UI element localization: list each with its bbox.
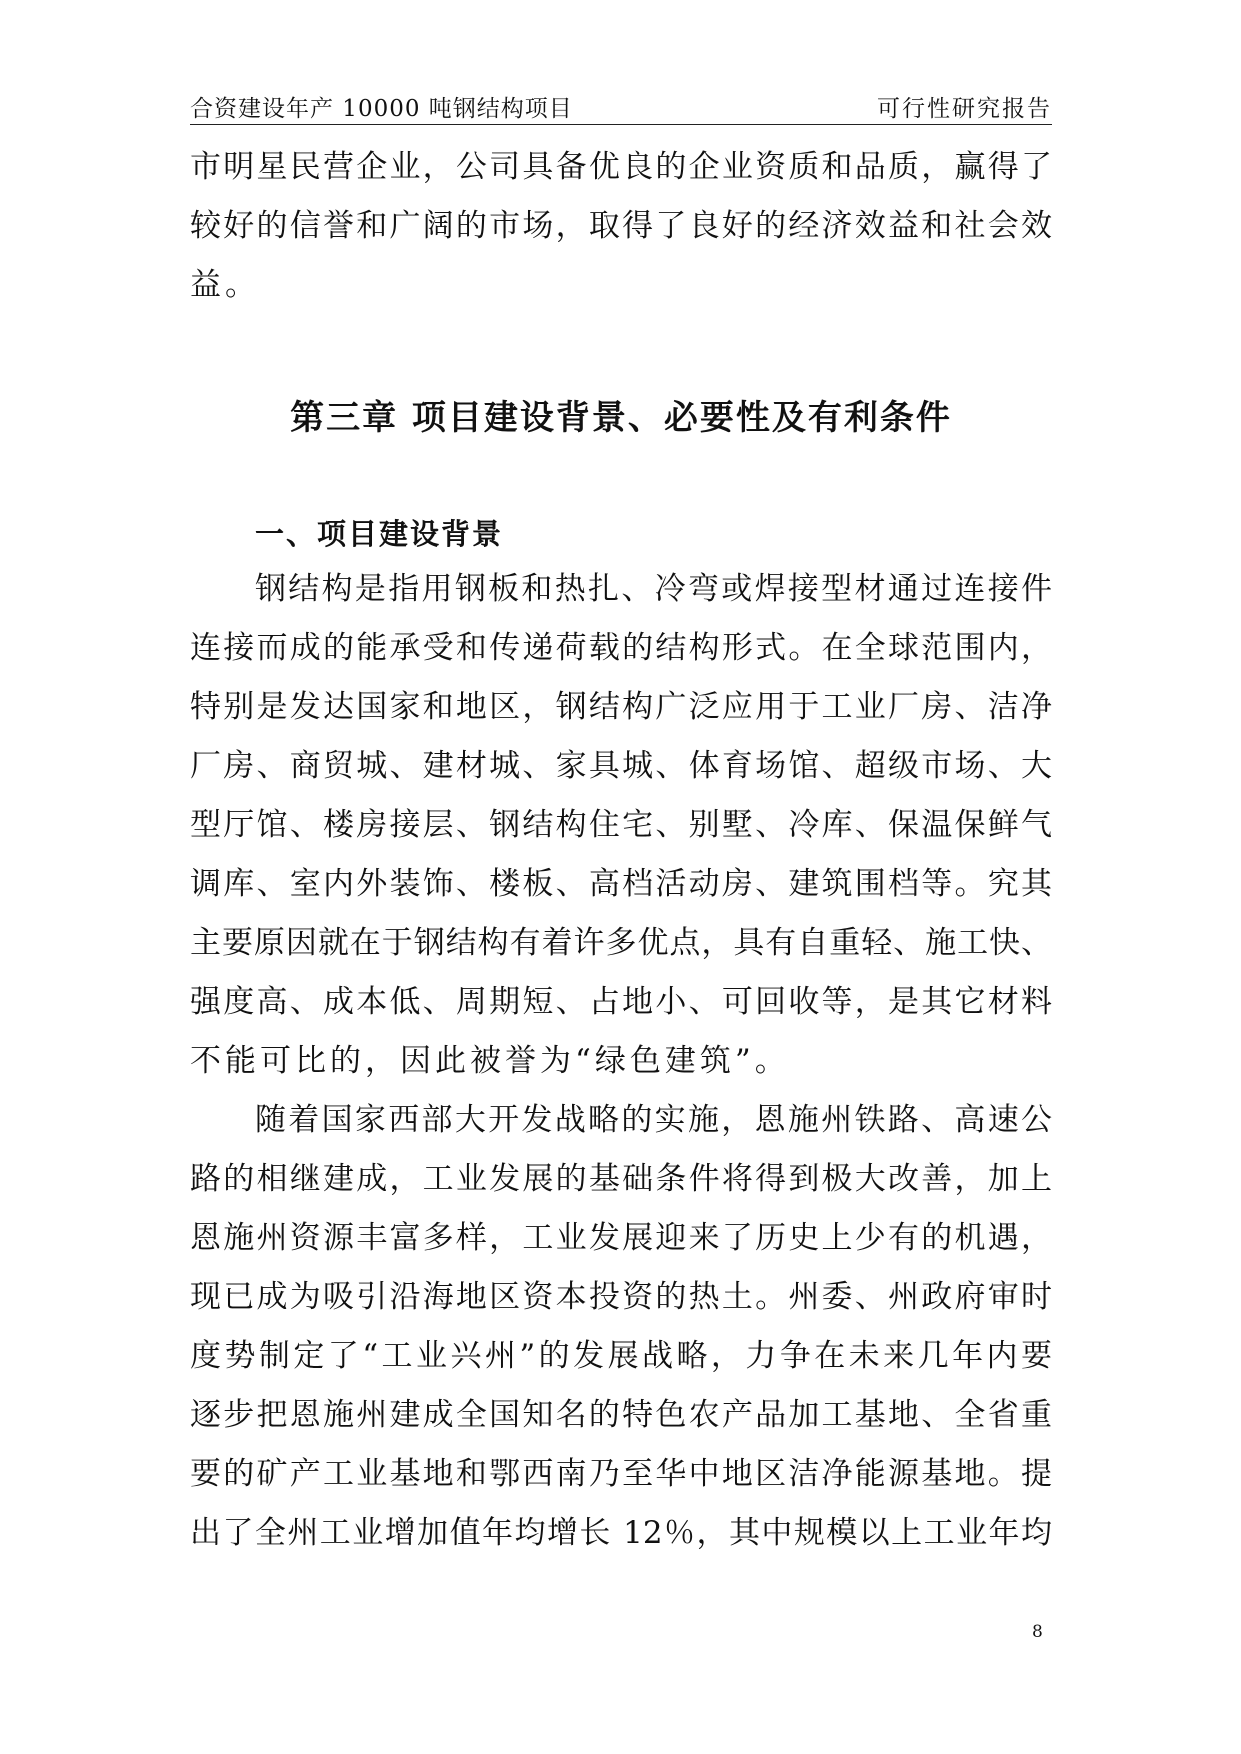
text-line: 钢结构是指用钢板和热扎、冷弯或焊接型材通过连接件 xyxy=(255,571,1052,607)
text-line: 型厅馆、楼房接层、钢结构住宅、别墅、冷库、保温保鲜气 xyxy=(190,807,1052,843)
text-line: 恩施州资源丰富多样，工业发展迎来了历史上少有的机遇， xyxy=(190,1220,1052,1256)
page-number: 8 xyxy=(1032,1622,1043,1642)
paragraph-regional-development xyxy=(190,1091,1052,1563)
text-line: 度势制定了“工业兴州”的发展战略，力争在未来几年内要 xyxy=(190,1338,1052,1374)
intro-paragraph xyxy=(190,138,1052,315)
text-line: 益。 xyxy=(190,267,260,303)
header-report-type: 可行性研究报告 xyxy=(877,96,1052,122)
text-line: 强度高、成本低、周期短、占地小、可回收等，是其它材料 xyxy=(190,984,1052,1020)
section-heading: 一、项目建设背景 xyxy=(255,517,504,551)
text-line: 市明星民营企业，公司具备优良的企业资质和品质，赢得了 xyxy=(190,149,1052,185)
text-line: 路的相继建成，工业发展的基础条件将得到极大改善，加上 xyxy=(190,1161,1052,1197)
paragraph-steel-structure xyxy=(190,560,1052,1091)
text-line: 随着国家西部大开发战略的实施，恩施州铁路、高速公 xyxy=(255,1102,1052,1138)
text-line: 逐步把恩施州建成全国知名的特色农产品加工基地、全省重 xyxy=(190,1397,1052,1433)
chapter-title: 第三章 项目建设背景、必要性及有利条件 xyxy=(290,398,952,438)
text-line: 不能可比的，因此被誉为“绿色建筑”。 xyxy=(190,1043,790,1079)
text-line: 出了全州工业增加值年均增长 12％，其中规模以上工业年均 xyxy=(190,1515,1052,1551)
text-line: 调库、室内外装饰、楼板、高档活动房、建筑围档等。究其 xyxy=(190,866,1052,902)
page-header xyxy=(190,88,1052,125)
text-line: 主要原因就在于钢结构有着许多优点，具有自重轻、施工快、 xyxy=(190,925,1052,961)
text-line: 现已成为吸引沿海地区资本投资的热土。州委、州政府审时 xyxy=(190,1279,1052,1315)
text-line: 要的矿产工业基地和鄂西南乃至华中地区洁净能源基地。提 xyxy=(190,1456,1052,1492)
header-document-title: 合资建设年产 10000 吨钢结构项目 xyxy=(190,96,573,122)
text-line: 特别是发达国家和地区，钢结构广泛应用于工业厂房、洁净 xyxy=(190,689,1052,725)
text-line: 较好的信誉和广阔的市场，取得了良好的经济效益和社会效 xyxy=(190,208,1052,244)
text-line: 厂房、商贸城、建材城、家具城、体育场馆、超级市场、大 xyxy=(190,748,1052,784)
text-line: 连接而成的能承受和传递荷载的结构形式。在全球范围内， xyxy=(190,630,1052,666)
